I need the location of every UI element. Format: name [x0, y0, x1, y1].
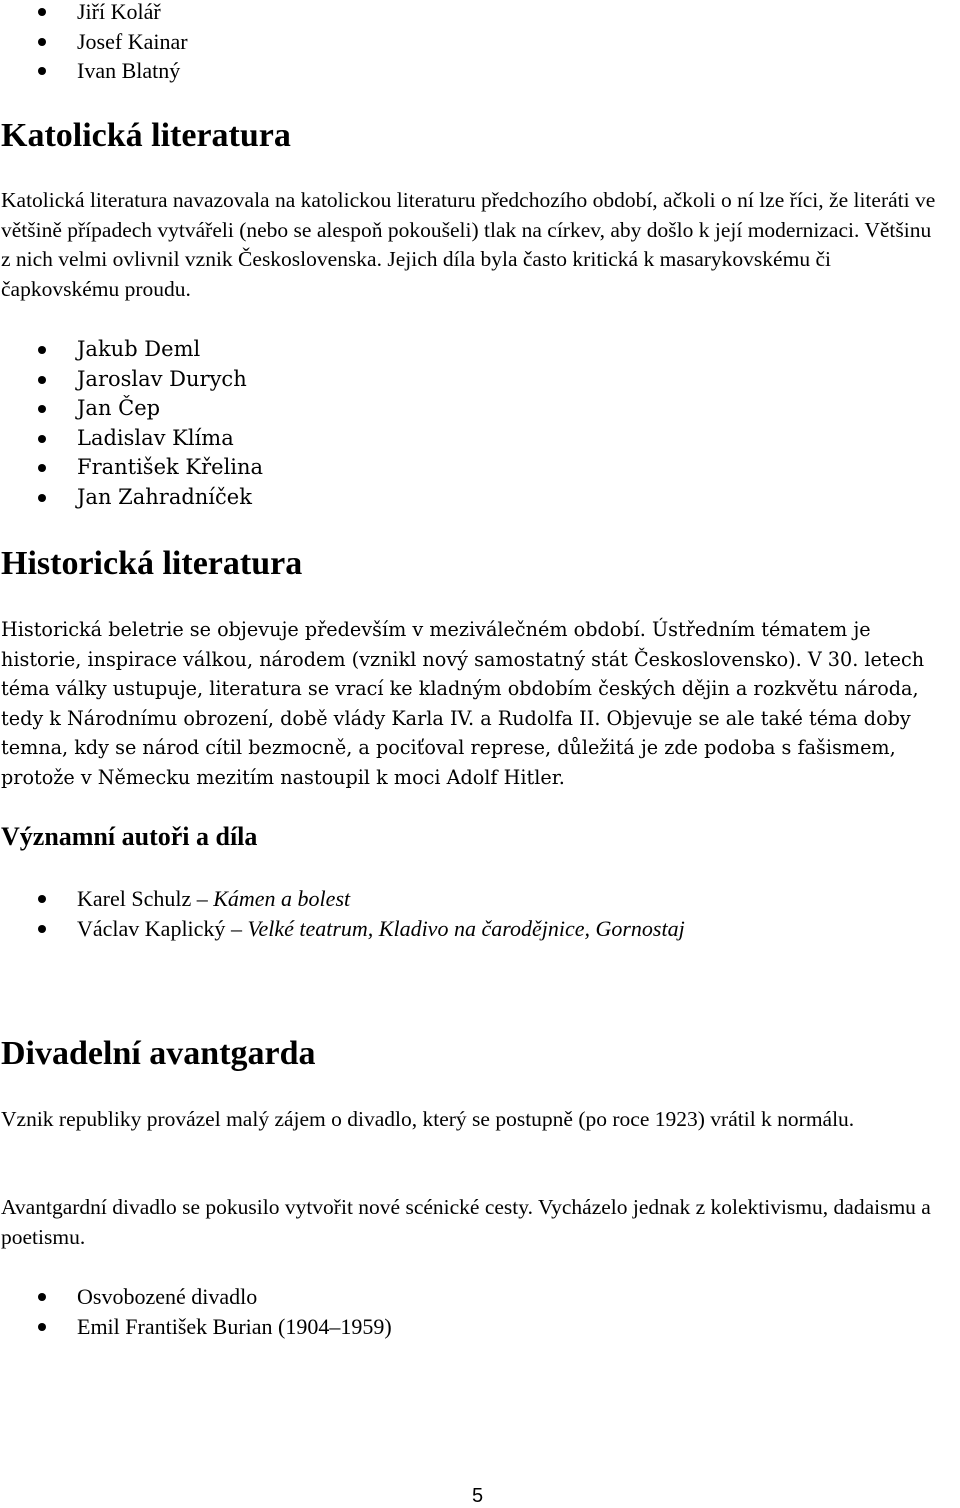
list-item: [0, 914, 685, 944]
author-list-katolicka: [0, 335, 263, 512]
subheading-vyznamni-autori: Významní autoři a díla: [1, 822, 258, 851]
work-title: Kámen a bolest: [213, 886, 351, 911]
list-item: Ivan Blatný: [0, 56, 188, 86]
work-separator: –: [191, 886, 214, 911]
work-author: Karel Schulz: [77, 886, 192, 911]
list-item: Emil František Burian (1904–1959): [0, 1312, 392, 1342]
list-item: [0, 884, 685, 914]
list-item: Jakub Deml: [0, 335, 263, 365]
list-item: František Křelina: [0, 453, 263, 483]
list-item: Osvobozené divadlo: [0, 1282, 392, 1312]
work-author: Václav Kaplický: [77, 915, 226, 941]
work-title: Velké teatrum, Kladivo na čarodějnice, Gornostaj: [247, 915, 685, 941]
works-list-historicka: [0, 884, 685, 943]
paragraph-katolicka: Katolická literatura navazovala na katolickou literaturu předchozího období, ačkoli o ní lze říci, že literáti ve většině případech vytvářeli (nebo se alespoň pokoušeli) tlak na církev, aby došlo k její modernizaci. Většinu z nich velmi ovlivnil vznik Československa. Jejich díla byla často kritická k masarykovskému či čapkovskému proudu.: [1, 188, 936, 301]
paragraph-divadelni-2: Avantgardní divadlo se pokusilo vytvořit nové scénické cesty. Vycházelo jednak z kolektivismu, dadaismu a poetismu.: [1, 1195, 931, 1249]
author-list-top: [0, 0, 188, 86]
work-separator: –: [225, 915, 248, 941]
page-number: 5: [472, 1485, 484, 1507]
list-item: Ladislav Klíma: [0, 424, 263, 454]
list-item: Jan Čep: [0, 394, 263, 424]
section-heading-divadelni: Divadelní avantgarda: [1, 1035, 316, 1072]
list-item: Jiří Kolář: [0, 0, 188, 27]
list-item: Jan Zahradníček: [0, 483, 263, 513]
list-item: Josef Kainar: [0, 27, 188, 57]
list-divadelni: [0, 1282, 392, 1341]
list-item: Jaroslav Durych: [0, 365, 263, 395]
paragraph-historicka: Historická beletrie se objevuje především v meziválečném období. Ústředním tématem je historie, inspirace válkou, národem (vznikl nový samostatný stát Československo). V 30. letech téma války ustupuje, literatura se vrací ke kladným obdobím českých dějin a rozkvětu národa, tedy k Národnímu obrození, době vlády Karla IV. a Rudolfa II. Objevuje se ale také téma doby temna, kdy se národ cítil bezmocně, a pociťoval represe, důležitá je zde podoba s fašismem, protože v Německu mezitím nastoupil k moci Adolf Hitler.: [1, 618, 925, 789]
section-heading-historicka: Historická literatura: [1, 545, 303, 582]
paragraph-divadelni-1: Vznik republiky provázel malý zájem o divadlo, který se postupně (po roce 1923) vrátil k normálu.: [1, 1107, 855, 1131]
section-heading-katolicka: Katolická literatura: [1, 117, 291, 154]
